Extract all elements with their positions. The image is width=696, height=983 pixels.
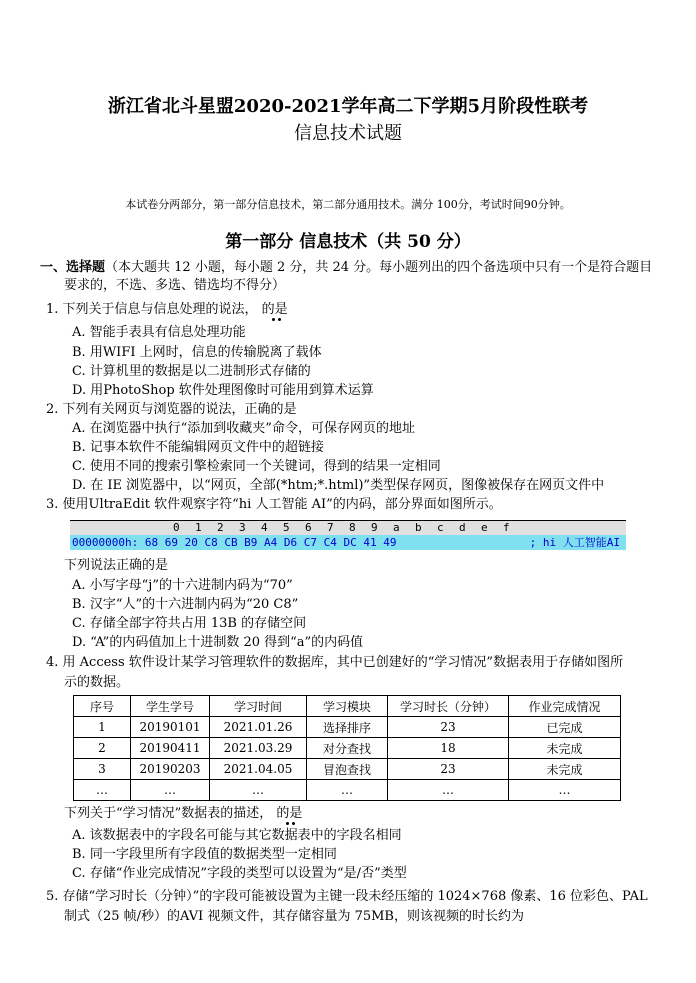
hex-col: 7 [327, 521, 334, 534]
q2-option-c: C. 使用不同的搜索引擎检索同一个关键词，得到的结果一定相同 [72, 459, 441, 474]
hex-data-row [70, 535, 626, 550]
q4-option-a: A. 该数据表中的字段名可能与其它数据表中的字段名相同 [72, 828, 402, 843]
hex-col: d [459, 521, 466, 534]
table-cell: 2021.04.05 [210, 759, 307, 780]
table-cell: … [307, 780, 388, 801]
hex-col: 9 [371, 521, 378, 534]
q4-option-c: C. 存储“作业完成情况”字段的类型可以设置为“是/否”类型 [72, 866, 407, 881]
q4-stem-cont: 示的数据。 [64, 675, 130, 690]
q4-option-b: B. 同一字段里所有字段值的数据类型一定相同 [72, 847, 337, 862]
q3-option-c: C. 存储全部字符共占用 13B 的存储空间 [72, 616, 307, 631]
q1-option-d: D. 用PhotoShop 软件处理图像时可能用到算术运算 [72, 383, 374, 398]
table-cell: 1 [74, 717, 131, 738]
ultraedit-hex-view [70, 520, 626, 551]
q3-option-b: B. 汉字“人”的十六进制内码为“20 C8” [72, 597, 299, 612]
table-cell: … [74, 780, 131, 801]
q2-option-a: A. 在浏览器中执行“添加到收藏夹”命令，可保存网页的地址 [72, 421, 415, 436]
emphasis-dot [292, 822, 295, 825]
table-cell: 2021.01.26 [210, 717, 307, 738]
table-header-cell: 学习时长（分钟） [388, 696, 509, 717]
table-cell: 对分查找 [307, 738, 388, 759]
section-desc-cont: 要求的，不选、多选、错选均不得分） [64, 278, 286, 293]
hex-col: 0 [173, 521, 180, 534]
q5-stem-cont: 制式（25 帧/秒）的AVI 视频文件，其存储容量为 75MB，则该视频的时长约为 [64, 909, 524, 924]
q4-stem: 4. 用 Access 软件设计某学习管理软件的数据库，其中已创建好的“学习情况”数据表用于存储如图所 [46, 655, 624, 670]
q3-option-d: D. “A”的内码值加上十进制数 20 得到“a”的内码值 [72, 635, 364, 650]
table-cell: 冒泡查找 [307, 759, 388, 780]
table-row [74, 759, 621, 780]
q2-stem: 2. 下列有关网页与浏览器的说法，正确的是 [46, 402, 297, 417]
hex-col: 8 [349, 521, 356, 534]
emphasis-dot [272, 318, 275, 321]
study-record-table [73, 695, 621, 801]
table-cell: 18 [388, 738, 509, 759]
hex-col: 1 [195, 521, 202, 534]
emphasis-dot [278, 318, 281, 321]
hex-col: 3 [239, 521, 246, 534]
table-header-cell: 作业完成情况 [509, 696, 621, 717]
hex-col: c [437, 521, 444, 534]
table-header-cell: 学习模块 [307, 696, 388, 717]
table-cell: … [210, 780, 307, 801]
table-row [74, 780, 621, 801]
q4-lead: 下列关于“学习情况”数据表的描述， 的是 [64, 806, 303, 821]
q3-option-a: A. 小写字母“j”的十六进制内码为“70” [72, 578, 293, 593]
q1-option-c: C. 计算机里的数据是以二进制形式存储的 [72, 364, 311, 379]
section-instructions [40, 260, 652, 276]
hex-col: a [393, 521, 400, 534]
table-cell: 20190203 [131, 759, 210, 780]
table-row [74, 738, 621, 759]
table-cell: 2 [74, 738, 131, 759]
table-row [74, 717, 621, 738]
section-desc: （本大题共 12 小题，每小题 2 分，共 24 分。每小题列出的四个备选项中只有一个是符合题目 [105, 260, 653, 275]
table-cell: … [388, 780, 509, 801]
table-header-cell: 学习时间 [210, 696, 307, 717]
table-cell: 23 [388, 717, 509, 738]
q1-option-a: A. 智能手表具有信息处理功能 [72, 325, 246, 340]
emphasis-dot [286, 822, 289, 825]
q5-stem: 5. 存储“学习时长（分钟）”的字段可能被设置为主键一段未经压缩的 1024×768 像素、16 位彩色、PAL [46, 889, 648, 904]
exam-subtitle: 信息技术试题 [294, 123, 402, 144]
hex-col: e [481, 521, 488, 534]
section-label: 一、选择题 [40, 260, 106, 275]
hex-col: b [415, 521, 422, 534]
exam-title: 浙江省北斗星盟2020-2021学年高二下学期5月阶段性联考 [107, 96, 589, 117]
q1-option-b: B. 用WIFI 上网时，信息的传输脱离了载体 [72, 345, 322, 360]
table-header-cell: 学生学号 [131, 696, 210, 717]
table-cell: 20190411 [131, 738, 210, 759]
table-cell: 已完成 [509, 717, 621, 738]
part-title: 第一部分 信息技术（共 50 分） [225, 232, 471, 252]
table-cell: 20190101 [131, 717, 210, 738]
hex-column-header [70, 521, 626, 535]
hex-col: 6 [305, 521, 312, 534]
table-cell: 2021.03.29 [210, 738, 307, 759]
q1-stem: 1. 下列关于信息与信息处理的说法， 的是 [46, 302, 288, 317]
table-cell: 3 [74, 759, 131, 780]
table-header-row [74, 696, 621, 717]
table-cell: 未完成 [509, 759, 621, 780]
hex-col: f [503, 521, 510, 534]
table-header-cell: 序号 [74, 696, 131, 717]
table-cell: 未完成 [509, 738, 621, 759]
hex-col: 2 [217, 521, 224, 534]
hex-char-preview: ; hi 人工智能AI [529, 536, 620, 549]
hex-col: 5 [283, 521, 290, 534]
exam-note: 本试卷分两部分，第一部分信息技术，第二部分通用技术。满分 100分，考试时间90分钟。 [125, 198, 571, 211]
q2-option-d: D. 在 IE 浏览器中，以“网页，全部(*htm;*.html)”类型保存网页，图像被保存在网页文件中 [72, 478, 605, 493]
q3-lead: 下列说法正确的是 [64, 558, 169, 573]
table-cell: 23 [388, 759, 509, 780]
hex-col: 4 [261, 521, 268, 534]
table-cell: … [509, 780, 621, 801]
q2-option-b: B. 记事本软件不能编辑网页文件中的超链接 [72, 440, 324, 455]
hex-bytes: 00000000h: 68 69 20 C8 CB B9 A4 D6 C7 C4 DC 41 49 [72, 536, 397, 549]
q3-stem: 3. 使用UltraEdit 软件观察字符“hi 人工智能 AI”的内码，部分界面如图所示。 [46, 497, 502, 512]
table-cell: 选择排序 [307, 717, 388, 738]
table-cell: … [131, 780, 210, 801]
